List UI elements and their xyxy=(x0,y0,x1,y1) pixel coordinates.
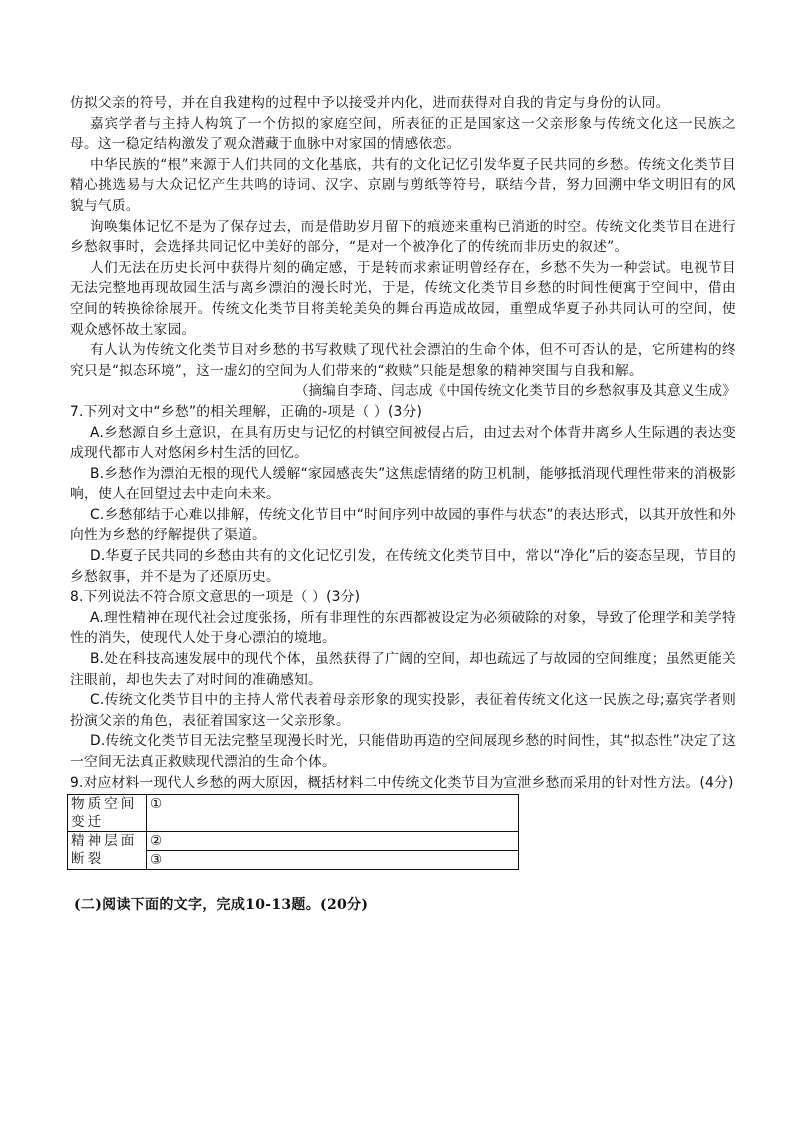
question-9 xyxy=(70,773,736,871)
row-label: 精神层面断裂 xyxy=(68,832,147,870)
passage-paragraph: 有人认为传统文化类节目对乡愁的书写救赎了现代社会漂泊的生命个体，但不可否认的是，它所建构的终究只是“拟态环境”，这一虚幻的空间为人们带来的“救赎”只能是想象的精神突围与自我和解。 xyxy=(70,342,736,379)
passage-paragraph: 仿拟父亲的符号，并在自我建构的过程中予以接受并内化，进而获得对自我的肯定与身份的认同。 xyxy=(70,95,670,111)
row-label: 物质空间变迁 xyxy=(68,795,147,832)
table-row xyxy=(68,832,519,851)
table-row xyxy=(68,795,519,832)
option-d: D.华夏子民共同的乡愁由共有的文化记忆引发，在传统文化类节目中，常以“净化”后的姿态呈现，节目的乡愁叙事，并不是为了还原历史。 xyxy=(70,548,736,585)
passage-paragraph: 询唤集体记忆不是为了保存过去，而是借助岁月留下的痕迹来重构已消逝的时空。传统文化类节目在进行乡愁叙事时，会选择共同记忆中美好的部分，“是对一个被净化了的传统而非历史的叙述”。 xyxy=(70,218,736,256)
option-c: C.乡愁郁结于心难以排解，传统文化节目中“时间序列中故园的事件与状态”的表达形式，以其开放性和外向性为乡愁的纾解提供了渠道。 xyxy=(70,506,736,544)
option-c: C.传统文化类节目中的主持人常代表着母亲形象的现实投影，表征着传统文化这一民族之母;嘉宾学者则扮演父亲的角色，表征着国家这一父亲形象。 xyxy=(70,692,736,729)
section-heading: (二)阅读下面的文字，完成10-13题。(20分) xyxy=(74,897,369,914)
answer-table xyxy=(67,794,519,870)
option-a: A.理性精神在现代社会过度张扬，所有非理性的东西都被设定为必须破除的对象，导致了伦理学和美学特性的消失，使现代人处于身心漂泊的境地。 xyxy=(70,609,736,647)
passage-paragraph: 人们无法在历史长河中获得片刻的确定感，于是转而求索证明曾经存在，乡愁不失为一种尝试。电视节目无法完整地再现故园生活与离乡漂泊的漫长时光，于是，传统文化类节目乡愁的时间性便寓于空间中，借由空间的转换徐徐展开。传统文化类节目将美轮美奂的舞台再造成故园，重塑成华夏子孙共同认可的空间，使观众感怀故土家园。 xyxy=(70,259,736,338)
option-d: D.传统文化类节目无法完整呈现漫长时光，只能借助再造的空间展现乡愁的时间性，其“拟态性”决定了这一空间无法真正救赎现代漂泊的生命个体。 xyxy=(70,733,736,770)
exam-page xyxy=(70,93,736,914)
question-stem: 8.下列说法不符合原文意思的一项是（ ）(3分) xyxy=(70,589,361,606)
passage-paragraph: 中华民族的“根”来源于人们共同的文化基底，共有的文化记忆引发华夏子民共同的乡愁。传统文化类节目精心挑选易与大众记忆产生共鸣的诗词、汉字、京剧与剪纸等符号，联结今昔，努力回溯中华文明旧有的风貌与气质。 xyxy=(70,156,736,214)
option-b: B.处在科技高速发展中的现代个体，虽然获得了广阔的空间，却也疏远了与故园的空间维度；虽然更能关注眼前，却也失去了对时间的准确感知。 xyxy=(70,651,736,688)
option-a: A.乡愁源自乡土意识，在具有历史与记忆的村镇空间被侵占后，由过去对个体背井离乡人生际遇的表达变成现代都市人对悠闲乡村生活的回忆。 xyxy=(70,424,736,462)
question-8 xyxy=(70,587,736,772)
answer-cell[interactable]: ② xyxy=(147,832,519,851)
answer-cell[interactable]: ③ xyxy=(147,851,519,870)
answer-cell[interactable]: ① xyxy=(147,795,519,832)
option-b: B.乡愁作为漂泊无根的现代人缓解“家园感丧失”这焦虑情绪的防卫机制，能够抵消现代理性带来的消极影响，使人在回望过去中走向未来。 xyxy=(70,465,736,503)
question-7 xyxy=(70,402,736,587)
question-stem: 7.下列对文中“乡愁”的相关理解，正确的-项是（ ）(3分) xyxy=(70,403,423,420)
source-citation: （摘编自李琦、闫志成《中国传统文化类节目的乡愁叙事及其意义生成》 xyxy=(294,383,736,400)
question-stem: 9.对应材料一现代人乡愁的两大原因，概括材料二中传统文化类节目为宣泄乡愁而采用的针对性方法。(4分) xyxy=(70,774,734,791)
reading-passage xyxy=(70,93,736,402)
passage-paragraph: 嘉宾学者与主持人构筑了一个仿拟的家庭空间，所表征的正是国家这一父亲形象与传统文化这一民族之母。这一稳定结构激发了观众潜藏于血脉中对家国的情感依恋。 xyxy=(70,115,736,153)
